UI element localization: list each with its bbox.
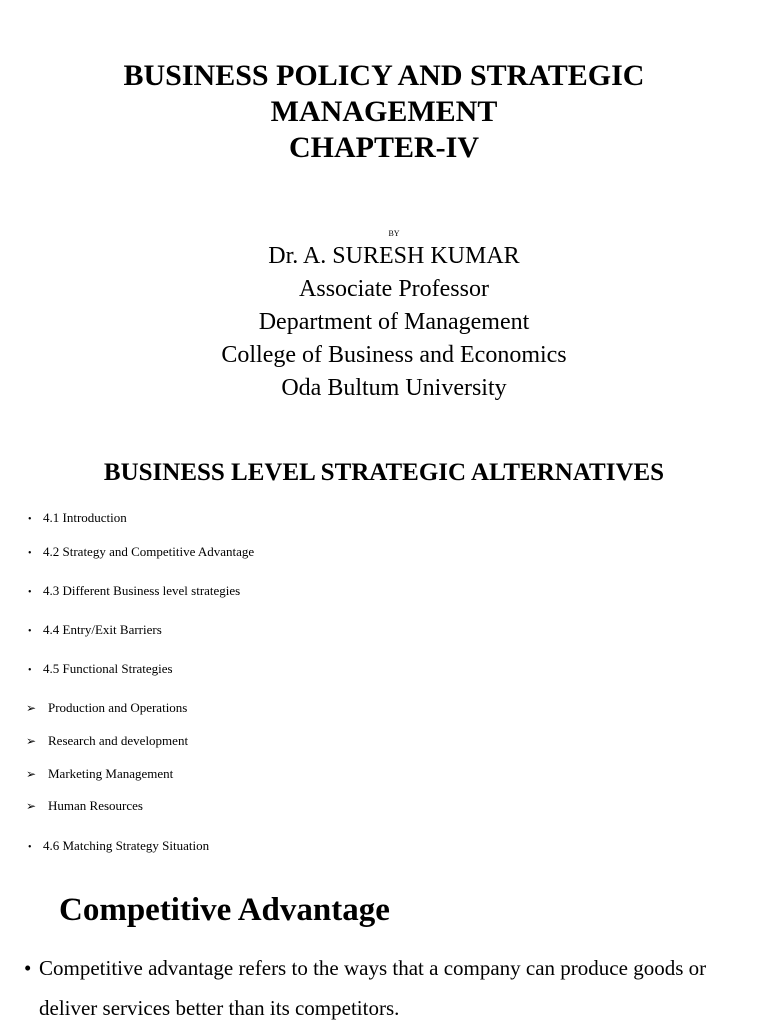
toc-item: [28, 661, 173, 679]
toc-item: [28, 544, 254, 562]
author-name: Dr. A. SURESH KUMAR: [268, 243, 520, 269]
competitive-advantage-heading: Competitive Advantage: [59, 892, 390, 928]
title-line-1: BUSINESS POLICY AND STRATEGIC: [123, 59, 645, 92]
by-label: BY: [388, 229, 400, 238]
toc-item-label: 4.2 Strategy and Competitive Advantage: [43, 544, 255, 559]
toc-item-label: 4.4 Entry/Exit Barriers: [43, 622, 162, 637]
toc-item-label: 4.1 Introduction: [43, 510, 127, 525]
toc-subitem: [26, 700, 187, 716]
arrow-bullet-icon: ➢: [26, 701, 37, 715]
arrow-bullet-icon: ➢: [26, 767, 37, 781]
competitive-advantage-paragraph: [24, 948, 754, 1028]
bullet-icon: •: [28, 626, 32, 637]
toc-subitem-label: Human Resources: [48, 798, 143, 813]
toc-item-label: 4.5 Functional Strategies: [43, 661, 173, 676]
toc-subitem-label: Research and development: [48, 733, 189, 748]
author-department: Department of Management: [258, 309, 530, 335]
toc-subitem-label: Production and Operations: [48, 700, 188, 715]
bullet-icon: •: [28, 665, 32, 676]
section-heading: BUSINESS LEVEL STRATEGIC ALTERNATIVES: [103, 459, 665, 486]
toc-item-label: 4.3 Different Business level strategies: [43, 583, 241, 598]
author-university: Oda Bultum University: [281, 375, 507, 401]
toc-item: [28, 838, 209, 856]
bullet-icon: •: [24, 956, 32, 980]
arrow-bullet-icon: ➢: [26, 799, 37, 813]
arrow-bullet-icon: ➢: [26, 734, 37, 748]
toc-subitem-label: Marketing Management: [48, 766, 174, 781]
toc-item: [28, 583, 240, 601]
toc-subitem: [26, 766, 173, 782]
author-position: Associate Professor: [299, 276, 489, 302]
title-line-3: CHAPTER-IV: [288, 131, 479, 164]
bullet-icon: •: [28, 587, 32, 598]
title-line-2: MANAGEMENT: [270, 95, 498, 128]
bullet-icon: •: [28, 514, 32, 525]
toc-item: [28, 622, 162, 640]
competitive-advantage-text: Competitive advantage refers to the ways that a company can produce goods or deliver services better than its competitors.: [39, 956, 707, 1020]
toc-subitem: [26, 733, 188, 749]
bullet-icon: •: [28, 842, 32, 853]
bullet-icon: •: [28, 548, 32, 559]
toc-item-label: 4.6 Matching Strategy Situation: [43, 838, 210, 853]
author-college: College of Business and Economics: [221, 342, 567, 368]
toc-item: [28, 510, 127, 528]
document-title: [0, 58, 768, 166]
toc-subitem: [26, 798, 143, 814]
author-block: [0, 240, 768, 405]
